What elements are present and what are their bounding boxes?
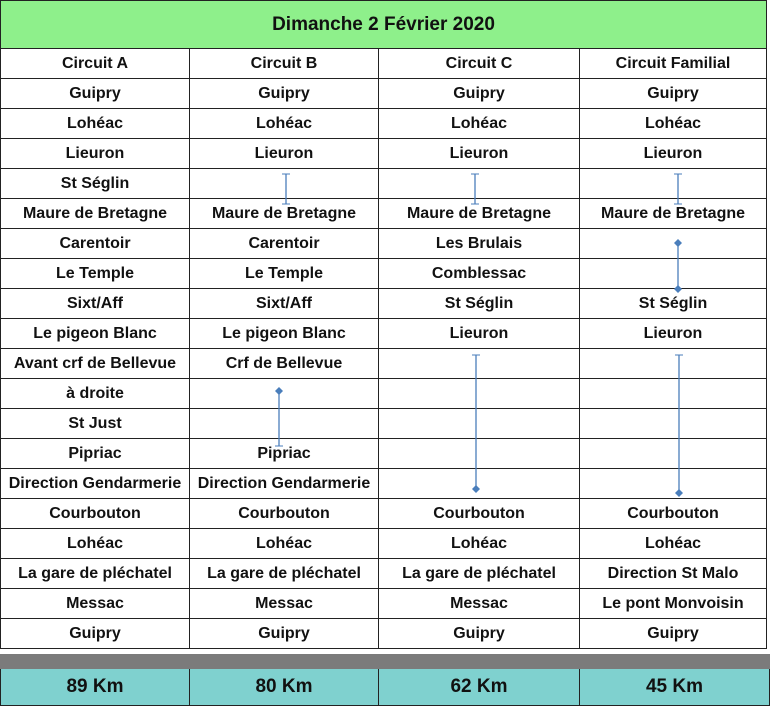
table-row bbox=[0, 619, 767, 649]
cell-circuit-familial[interactable]: Lohéac bbox=[580, 529, 767, 559]
cell-circuit-familial[interactable] bbox=[580, 439, 767, 469]
table-row bbox=[0, 349, 767, 379]
cell-circuit-familial[interactable]: Maure de Bretagne bbox=[580, 199, 767, 229]
table-row bbox=[0, 379, 767, 409]
cell-circuit-b[interactable] bbox=[190, 379, 379, 409]
cell-circuit-b[interactable]: Courbouton bbox=[190, 499, 379, 529]
cell-circuit-familial[interactable]: Direction St Malo bbox=[580, 559, 767, 589]
cell-circuit-a[interactable]: Carentoir bbox=[0, 229, 190, 259]
sheet-title[interactable]: Dimanche 2 Février 2020 bbox=[0, 0, 767, 49]
cell-circuit-c[interactable]: Comblessac bbox=[379, 259, 580, 289]
table-row bbox=[0, 169, 767, 199]
cell-circuit-a[interactable]: Guipry bbox=[0, 619, 190, 649]
cell-circuit-familial[interactable]: Lieuron bbox=[580, 139, 767, 169]
route-table bbox=[0, 49, 767, 649]
cell-circuit-b[interactable]: Le pigeon Blanc bbox=[190, 319, 379, 349]
cell-circuit-b[interactable]: Sixt/Aff bbox=[190, 289, 379, 319]
table-row bbox=[0, 469, 767, 499]
cell-circuit-familial[interactable]: Le pont Monvoisin bbox=[580, 589, 767, 619]
table-row bbox=[0, 439, 767, 469]
table-row bbox=[0, 409, 767, 439]
cell-circuit-c[interactable] bbox=[379, 169, 580, 199]
cell-circuit-c[interactable]: Lieuron bbox=[379, 319, 580, 349]
cell-circuit-familial[interactable]: St Séglin bbox=[580, 289, 767, 319]
cell-circuit-familial[interactable] bbox=[580, 379, 767, 409]
table-row bbox=[0, 319, 767, 349]
table-row bbox=[0, 589, 767, 619]
cell-circuit-b[interactable]: Lohéac bbox=[190, 109, 379, 139]
cell-circuit-a[interactable]: Messac bbox=[0, 589, 190, 619]
cell-circuit-b[interactable]: Guipry bbox=[190, 619, 379, 649]
cell-circuit-c[interactable]: Les Brulais bbox=[379, 229, 580, 259]
table-row bbox=[0, 499, 767, 529]
table-row bbox=[0, 529, 767, 559]
cell-circuit-b[interactable]: Lieuron bbox=[190, 139, 379, 169]
cell-circuit-a[interactable]: Lohéac bbox=[0, 109, 190, 139]
cell-circuit-familial[interactable] bbox=[580, 259, 767, 289]
distance-row bbox=[0, 669, 770, 706]
separator-bar bbox=[0, 654, 770, 669]
cell-circuit-a[interactable]: Direction Gendarmerie bbox=[0, 469, 190, 499]
header-circuit-a[interactable]: Circuit A bbox=[0, 49, 190, 79]
cell-circuit-b[interactable]: Carentoir bbox=[190, 229, 379, 259]
cell-circuit-familial[interactable] bbox=[580, 469, 767, 499]
cell-circuit-a[interactable]: Maure de Bretagne bbox=[0, 199, 190, 229]
cell-circuit-a[interactable]: Avant crf de Bellevue bbox=[0, 349, 190, 379]
cell-circuit-b[interactable]: Lohéac bbox=[190, 529, 379, 559]
table-row bbox=[0, 559, 767, 589]
table-body bbox=[0, 79, 767, 649]
cell-circuit-a[interactable]: La gare de pléchatel bbox=[0, 559, 190, 589]
cell-circuit-c[interactable]: Lohéac bbox=[379, 529, 580, 559]
table-row bbox=[0, 79, 767, 109]
cell-circuit-a[interactable]: Pipriac bbox=[0, 439, 190, 469]
cell-circuit-c[interactable]: Maure de Bretagne bbox=[379, 199, 580, 229]
distance-circuit-a[interactable]: 89 Km bbox=[0, 669, 190, 706]
cell-circuit-b[interactable]: Crf de Bellevue bbox=[190, 349, 379, 379]
cell-circuit-a[interactable]: Lieuron bbox=[0, 139, 190, 169]
cell-circuit-a[interactable]: Sixt/Aff bbox=[0, 289, 190, 319]
table-row bbox=[0, 229, 767, 259]
cell-circuit-familial[interactable]: Lieuron bbox=[580, 319, 767, 349]
cell-circuit-c[interactable] bbox=[379, 469, 580, 499]
cell-circuit-b[interactable]: Pipriac bbox=[190, 439, 379, 469]
cell-circuit-b[interactable]: Maure de Bretagne bbox=[190, 199, 379, 229]
cell-circuit-a[interactable]: Le Temple bbox=[0, 259, 190, 289]
cell-circuit-familial[interactable]: Courbouton bbox=[580, 499, 767, 529]
cell-circuit-c[interactable] bbox=[379, 379, 580, 409]
cell-circuit-c[interactable]: Guipry bbox=[379, 619, 580, 649]
header-circuit-c[interactable]: Circuit C bbox=[379, 49, 580, 79]
table-row bbox=[0, 289, 767, 319]
table-row bbox=[0, 259, 767, 289]
cell-circuit-b[interactable]: Guipry bbox=[190, 79, 379, 109]
cell-circuit-c[interactable] bbox=[379, 409, 580, 439]
cell-circuit-c[interactable]: Lieuron bbox=[379, 139, 580, 169]
cell-circuit-c[interactable]: Guipry bbox=[379, 79, 580, 109]
cell-circuit-c[interactable]: Lohéac bbox=[379, 109, 580, 139]
cell-circuit-b[interactable]: La gare de pléchatel bbox=[190, 559, 379, 589]
cell-circuit-familial[interactable] bbox=[580, 169, 767, 199]
cell-circuit-familial[interactable] bbox=[580, 229, 767, 259]
cell-circuit-b[interactable]: Direction Gendarmerie bbox=[190, 469, 379, 499]
cell-circuit-familial[interactable]: Guipry bbox=[580, 79, 767, 109]
distance-circuit-c[interactable]: 62 Km bbox=[379, 669, 580, 706]
cell-circuit-familial[interactable]: Guipry bbox=[580, 619, 767, 649]
cell-circuit-c[interactable]: Courbouton bbox=[379, 499, 580, 529]
distance-circuit-familial[interactable]: 45 Km bbox=[580, 669, 770, 706]
header-circuit-b[interactable]: Circuit B bbox=[190, 49, 379, 79]
cell-circuit-c[interactable]: St Séglin bbox=[379, 289, 580, 319]
cell-circuit-a[interactable]: Le pigeon Blanc bbox=[0, 319, 190, 349]
cell-circuit-b[interactable] bbox=[190, 169, 379, 199]
cell-circuit-familial[interactable]: Lohéac bbox=[580, 109, 767, 139]
cell-circuit-a[interactable]: Courbouton bbox=[0, 499, 190, 529]
cell-circuit-a[interactable]: à droite bbox=[0, 379, 190, 409]
table-row bbox=[0, 109, 767, 139]
cell-circuit-b[interactable]: Le Temple bbox=[190, 259, 379, 289]
header-circuit-familial[interactable]: Circuit Familial bbox=[580, 49, 767, 79]
cell-circuit-c[interactable]: La gare de pléchatel bbox=[379, 559, 580, 589]
table-row bbox=[0, 199, 767, 229]
cell-circuit-c[interactable] bbox=[379, 439, 580, 469]
cell-circuit-a[interactable]: St Séglin bbox=[0, 169, 190, 199]
cell-circuit-a[interactable]: Guipry bbox=[0, 79, 190, 109]
cell-circuit-familial[interactable] bbox=[580, 409, 767, 439]
cell-circuit-a[interactable]: Lohéac bbox=[0, 529, 190, 559]
table-row bbox=[0, 139, 767, 169]
cell-circuit-c[interactable] bbox=[379, 349, 580, 379]
cell-circuit-c[interactable]: Messac bbox=[379, 589, 580, 619]
cell-circuit-familial[interactable] bbox=[580, 349, 767, 379]
header-row bbox=[0, 49, 767, 79]
cell-circuit-b[interactable] bbox=[190, 409, 379, 439]
distance-circuit-b[interactable]: 80 Km bbox=[190, 669, 379, 706]
cell-circuit-b[interactable]: Messac bbox=[190, 589, 379, 619]
cell-circuit-a[interactable]: St Just bbox=[0, 409, 190, 439]
